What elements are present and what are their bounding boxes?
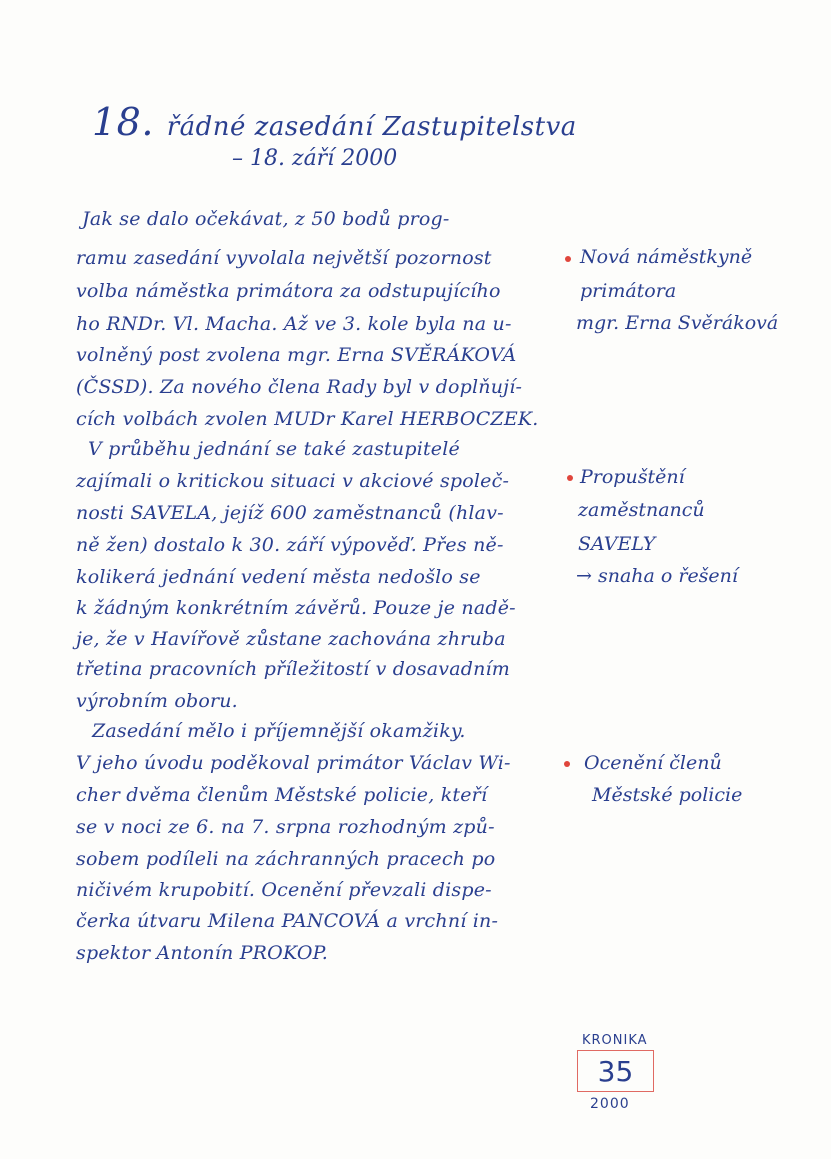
session-number: 18. <box>92 100 154 144</box>
body-line: je, že v Havířově zůstane zachována zhruba <box>76 628 506 650</box>
margin-note-line: SAVELY <box>578 533 656 555</box>
margin-note-line: primátora <box>580 280 677 302</box>
body-line: V jeho úvodu poděkoval primátor Václav Wi- <box>76 752 511 774</box>
body-line: kolikerá jednání vedení města nedošlo se <box>76 566 481 588</box>
margin-note-line: → snaha o řešení <box>576 565 738 587</box>
session-date: – 18. září 2000 <box>232 146 398 171</box>
stamp-label: KRONIKA <box>582 1033 648 1048</box>
bullet-dot <box>565 256 571 262</box>
body-line: výrobním oboru. <box>76 690 238 712</box>
body-line: ramu zasedání vyvolala největší pozornost <box>76 247 492 269</box>
body-line: volba náměstka primátora za odstupujícího <box>76 280 501 302</box>
margin-note-line: mgr. Erna Svěráková <box>576 312 779 334</box>
bullet-dot <box>564 761 570 767</box>
body-line: ničivém krupobití. Ocenění převzali dispe- <box>76 879 492 901</box>
margin-note-line: Nová náměstkyně <box>580 246 753 268</box>
body-line: Zasedání mělo i příjemnější okamžiky. <box>92 720 466 742</box>
body-line: čerka útvaru Milena PANCOVÁ a vrchní in- <box>76 910 499 932</box>
body-line: Jak se dalo očekávat, z 50 bodů prog- <box>82 208 450 230</box>
margin-note-line: zaměstnanců <box>578 499 705 521</box>
body-line: ho RNDr. Vl. Macha. Až ve 3. kole byla na u- <box>76 313 512 335</box>
body-line: třetina pracovních příležitostí v dosavadním <box>76 658 511 680</box>
margin-note-line: Propuštění <box>580 466 685 488</box>
body-line: k žádným konkrétním závěrů. Pouze je nadě- <box>76 597 516 619</box>
bullet-dot <box>567 475 573 481</box>
body-line: zajímali o kritickou situaci v akciové společ- <box>76 470 510 492</box>
body-line: spektor Antonín PROKOP. <box>76 942 328 964</box>
session-title: řádné zasedání Zastupitelstva <box>166 112 577 142</box>
margin-note-line: Ocenění členů <box>584 752 722 774</box>
body-line: (ČSSD). Za nového člena Rady byl v doplňují- <box>76 376 523 398</box>
body-line: nosti SAVELA, jejíž 600 zaměstnanců (hlav- <box>76 502 504 524</box>
page-title <box>92 100 577 144</box>
body-line: volněný post zvolena mgr. Erna SVĚRÁKOVÁ <box>76 344 517 366</box>
margin-note-line: Městské policie <box>592 784 743 806</box>
stamp-year: 2000 <box>590 1096 630 1112</box>
page-number-stamp: 35 <box>577 1050 654 1092</box>
body-line: se v noci ze 6. na 7. srpna rozhodným způ- <box>76 816 495 838</box>
body-line: cích volbách zvolen MUDr Karel HERBOCZEK. <box>76 408 539 430</box>
body-line: V průběhu jednání se také zastupitelé <box>88 438 460 460</box>
body-line: cher dvěma členům Městské policie, kteří <box>76 784 488 806</box>
body-line: sobem podíleli na záchranných pracech po <box>76 848 496 870</box>
body-line: ně žen) dostalo k 30. září výpověď. Přes ně- <box>76 534 504 556</box>
